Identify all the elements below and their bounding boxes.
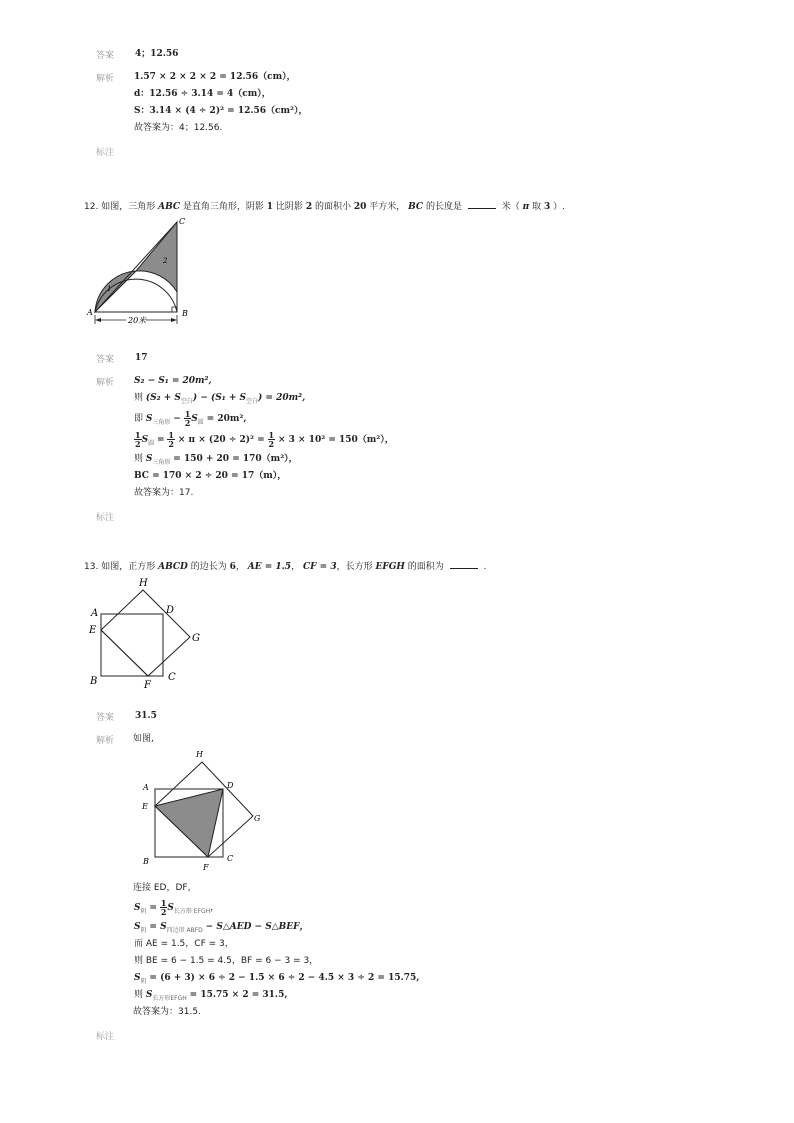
q12-sol-line: S₂ − S₁ = 20m², — [134, 376, 212, 386]
q13-figure — [86, 574, 206, 692]
label-H: H — [196, 750, 203, 759]
q11-sol-line: S：3.14 × (4 ÷ 2)² = 12.56（cm²）， — [134, 106, 308, 116]
q13-sol-line: 连接 ED，DF， — [133, 883, 197, 893]
analysis-label: 解析 — [96, 378, 115, 388]
label-E: E — [142, 802, 148, 811]
label-D: D — [227, 781, 234, 790]
q12-stem: 12. 如图，三角形 ABC 是直角三角形，阴影 1 比阴影 2 的面积小 20 平方米， BC 的长度是 米（ π 取 3 ）. — [84, 202, 565, 212]
label-B: B — [182, 309, 188, 318]
label-E: E — [89, 625, 97, 636]
answer-blank[interactable] — [450, 568, 478, 569]
label-C: C — [179, 217, 186, 226]
label-A: A — [91, 608, 99, 619]
label-H: H — [139, 578, 148, 589]
q12-sol-line: 则 $(S_2 + S_{空白}) - (S_1 + S_{空白}) = 20m^2$, — [134, 393, 306, 405]
label-B: B — [90, 676, 98, 687]
label-A: A — [143, 783, 149, 792]
q13-sol-line: $S_阴$ = $\frac{1}{2}$ $S_{长方形 EFGH}$， — [134, 898, 220, 917]
label-F: F — [144, 680, 151, 691]
q12-figure — [84, 214, 204, 332]
q13-stem: 13. 如图，正方形 ABCD 的边长为 6， AE = 1.5， CF = 3，长方形 EFGH 的面积为 . — [84, 562, 487, 572]
note-label: 标注 — [96, 513, 115, 523]
q13-sol-line: $S_阴 = S_{四边形 ABFD}$ − S△AED − S△BEF， — [134, 922, 309, 934]
analysis-label: 解析 — [96, 736, 115, 746]
label-F: F — [203, 863, 209, 872]
answer-label: 答案 — [96, 51, 115, 61]
q13-sol-line: 如图, — [133, 734, 154, 744]
note-label: 标注 — [96, 1032, 115, 1042]
q13-sol-line: 则 $S_{长方形EFGH} = 15.75 \times 2 = 31.5$, — [134, 990, 288, 1002]
q11-answer: 4；12.56 — [135, 49, 179, 59]
q11-sol-line: d：12.56 ÷ 3.14 = 4（cm）， — [134, 89, 271, 99]
q12-sol-line: $\frac{1}{2}$ $S_圆$ = $\frac{1}{2}$ × π × (20 ÷ 2)² = $\frac{1}{2}$ × 3 × 10² = 150（m²）， — [135, 430, 394, 449]
label-B: B — [143, 857, 149, 866]
q12-sol-line: 则 $S_{三角形} = 150 + 20 = 170(m^2)$， — [134, 454, 298, 466]
answer-blank[interactable] — [468, 208, 496, 209]
label-D: D — [166, 605, 175, 616]
region-label-2: 2 — [163, 257, 168, 265]
label-G: G — [192, 633, 200, 644]
label-G: G — [254, 814, 261, 823]
answer-label: 答案 — [96, 355, 115, 365]
q13-solution-figure — [138, 746, 262, 876]
q13-sol-line: 而 AE = 1.5，CF = 3， — [134, 939, 234, 949]
answer-label: 答案 — [96, 713, 115, 723]
q12-sol-line: BC = 170 × 2 ÷ 20 = 17（m）， — [134, 471, 287, 481]
q13-sol-line: $S_阴 = (6 + 3) \times 6 \div 2 - 1.5 \times 6 \div 2 - 4.5 \times 3 \div 2 = 15.75$, — [134, 973, 420, 985]
dimension-label: 20米 — [128, 316, 147, 325]
region-label-1: 1 — [107, 285, 112, 293]
q11-sol-line: 故答案为：4；12.56. — [134, 123, 223, 133]
q13-sol-line: 故答案为：31.5. — [133, 1007, 201, 1017]
label-C: C — [227, 854, 234, 863]
q12-sol-line: 故答案为：17. — [134, 488, 194, 498]
q13-sol-line: 则 BE = 6 − 1.5 = 4.5，BF = 6 − 3 = 3， — [134, 956, 319, 966]
q12-sol-line: 即 $S_{三角形}$ − $\frac{1}{2}$ $S_圆 = 20m^2$, — [134, 409, 247, 428]
label-C: C — [168, 672, 176, 683]
label-A: A — [87, 308, 93, 317]
note-label: 标注 — [96, 148, 115, 158]
q11-sol-line: 1.57 × 2 × 2 × 2 = 12.56（cm）， — [134, 72, 296, 82]
q12-answer: 17 — [135, 353, 148, 363]
q13-answer: 31.5 — [135, 711, 157, 721]
analysis-label: 解析 — [96, 74, 115, 84]
